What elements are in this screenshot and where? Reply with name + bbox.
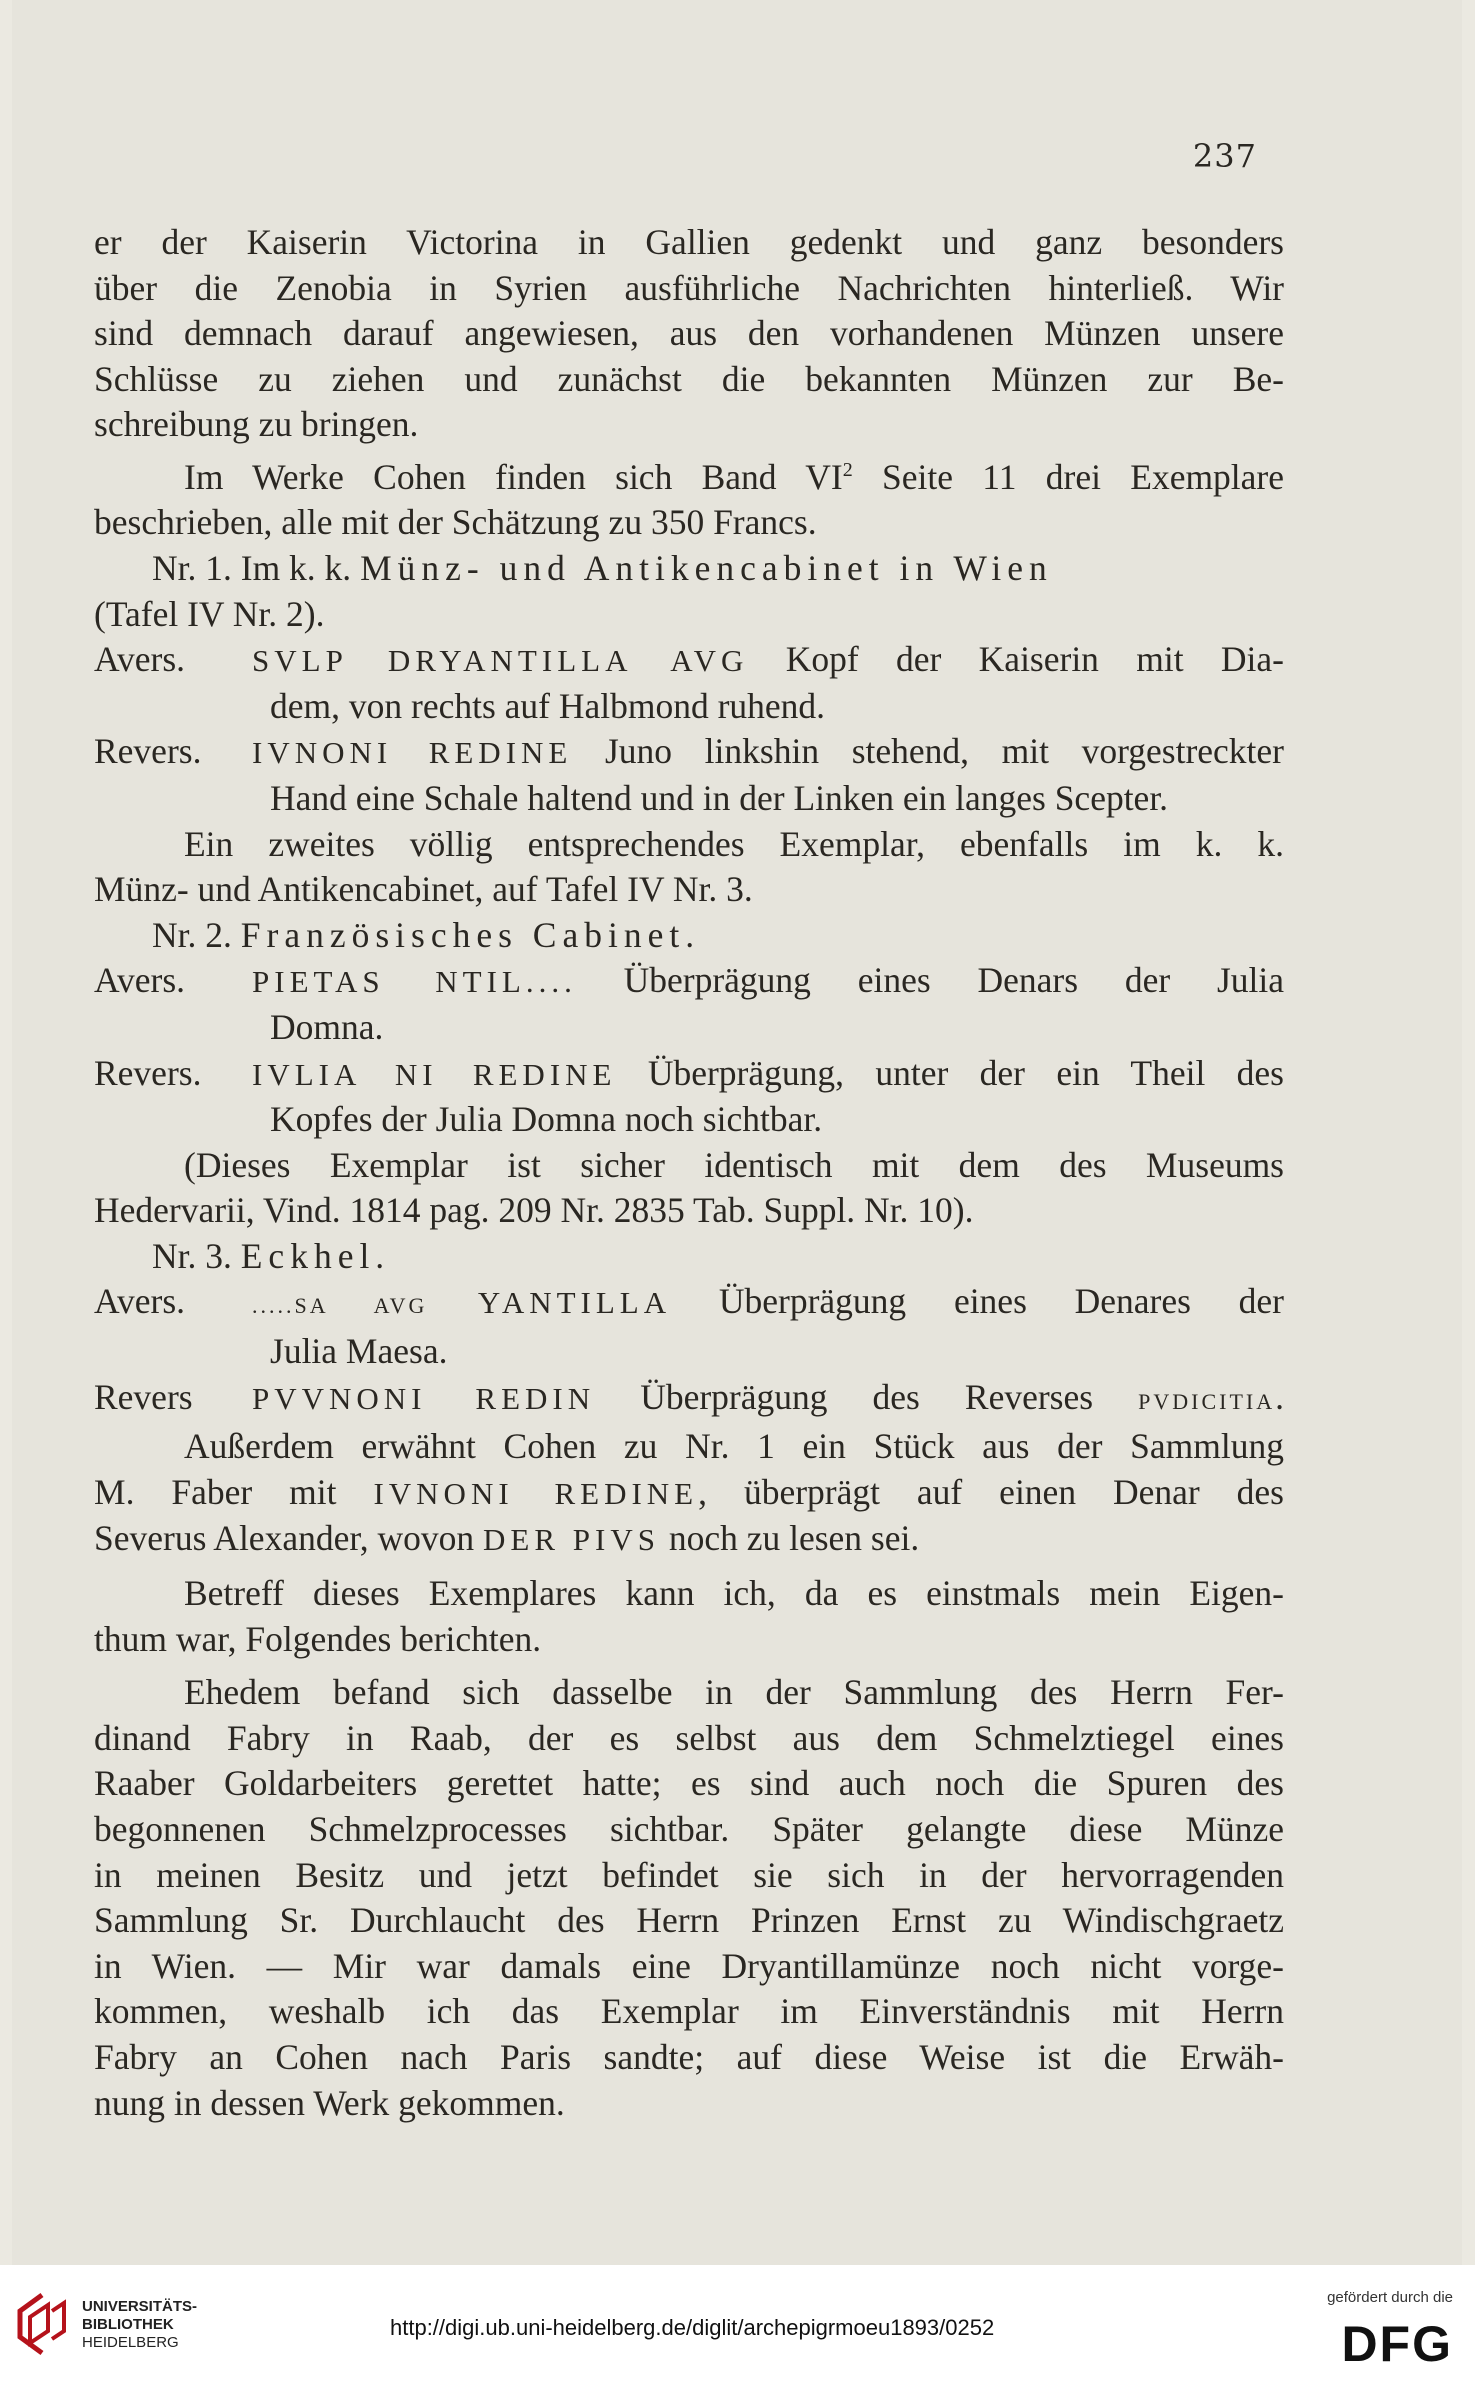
avers-label: Avers.: [94, 960, 186, 1001]
paragraph-5: [94, 1424, 1284, 1563]
paragraph-2: [94, 448, 1284, 546]
dfg-logo: DFG: [1341, 2316, 1453, 2372]
coin-legend-small: .....SA AVG: [252, 1293, 428, 1319]
library-line: HEIDELBERG: [82, 2334, 179, 2351]
revers-description: [252, 1375, 1284, 1425]
avers-nr2: [94, 958, 1284, 1005]
text-line: Münz- und Antikencabinet, auf Tafel IV Nr. 3.: [94, 869, 753, 910]
text-line: Außerdem erwähnt Cohen zu Nr. 1 ein Stück aus der Sammlung: [184, 1426, 1284, 1467]
coin-legend: SVLP DRYANTILLA AVG: [252, 643, 749, 679]
revers-label: Revers.: [94, 731, 202, 772]
text-line: (Dieses Exemplar ist sicher identisch mit dem des Museums: [184, 1144, 1284, 1185]
coin-legend: IVNONI REDINE: [252, 735, 573, 771]
revers-nr3: [94, 1375, 1284, 1425]
text-segment: Severus Alexander, wovon: [94, 1518, 483, 1559]
revers-description: [252, 1051, 1284, 1098]
text-line: beschrieben, alle mit der Schätzung zu 350 Francs.: [94, 502, 817, 543]
coin-legend-small: PVDICITIA: [1138, 1388, 1276, 1414]
collection-name: Französisches Cabinet.: [240, 914, 701, 955]
coin-legend: YANTILLA: [427, 1285, 672, 1321]
revers-continuation: Hand eine Schale haltend und in der Linken ein langes Scepter.: [270, 777, 1169, 818]
description-text: Überprägung des Reverses: [595, 1376, 1139, 1417]
text-segment: , überprägt auf einen Denar des: [698, 1471, 1284, 1512]
text-line: kommen, weshalb ich das Exemplar im Einverständnis mit Herrn: [94, 1991, 1284, 2032]
coin-legend: IVLIA NI REDINE: [252, 1056, 617, 1092]
revers-description: [252, 729, 1284, 776]
coin-legend: PVVNONI REDIN: [252, 1380, 596, 1416]
description-text: Kopf der Kaiserin mit Dia-: [748, 639, 1285, 680]
body-text: [94, 220, 1284, 2126]
entry-heading-nr3: [94, 1234, 1284, 1280]
digitization-footer: [0, 2265, 1475, 2383]
text-line: Betreff dieses Exemplares kann ich, da es einstmals mein Eigen-: [184, 1573, 1284, 1614]
text-line: Raaber Goldarbeiters gerettet hatte; es sind auch noch die Spuren des: [94, 1763, 1284, 1804]
coin-legend: PIETAS NTIL....: [252, 964, 577, 1000]
avers-continuation: dem, von rechts auf Halbmond ruhend.: [270, 685, 826, 726]
avers-label: Avers.: [94, 639, 186, 680]
collection-name: Münz- und Antikencabinet in Wien: [360, 547, 1053, 588]
avers-continuation: Domna.: [270, 1006, 384, 1047]
library-line: UNIVERSITÄTS-: [82, 2298, 198, 2315]
paragraph-7: [94, 1670, 1284, 2126]
text-line: Seite 11 drei Exemplare: [852, 456, 1285, 497]
avers-nr3: [94, 1279, 1284, 1329]
text-segment: M. Faber mit: [94, 1471, 374, 1512]
ub-heidelberg-logo-icon: [14, 2291, 70, 2357]
text-line: Fabry an Cohen nach Paris sandte; auf diese Weise ist die Erwäh-: [94, 2036, 1284, 2077]
library-line: BIBLIOTHEK: [82, 2316, 174, 2333]
entry-heading-nr1: [94, 546, 1284, 592]
text-line: er der Kaiserin Victorina in Gallien gedenkt und ganz besonders: [94, 222, 1284, 262]
text-line: dinand Fabry in Raab, der es selbst aus dem Schmelztiegel eines: [94, 1717, 1284, 1758]
entry-sub-nr1: (Tafel IV Nr. 2).: [94, 593, 325, 634]
collection-name: Eckhel.: [240, 1235, 391, 1276]
text-line: in meinen Besitz und jetzt befindet sie sich in der hervorragenden: [94, 1854, 1284, 1895]
avers-description: [252, 958, 1284, 1005]
text-line: begonnenen Schmelzprocesses sichtbar. Später gelangte diese Münze: [94, 1809, 1284, 1850]
description-text: Überprägung eines Denars der Julia: [576, 960, 1284, 1001]
superscript: 2: [842, 458, 853, 481]
description-text: Überprägung eines Denares der: [671, 1281, 1285, 1322]
entry-number: Nr. 3.: [152, 1235, 241, 1276]
library-name: [82, 2298, 197, 2352]
avers-label: Avers.: [94, 1281, 186, 1322]
text-line: [94, 1516, 1284, 1563]
text-line: über die Zenobia in Syrien ausführliche Nachrichten hinterließ. Wir: [94, 267, 1284, 308]
text-line: Hedervarii, Vind. 1814 pag. 209 Nr. 2835 Tab. Suppl. Nr. 10).: [94, 1190, 974, 1231]
coin-legend: IVNONI REDINE: [373, 1475, 699, 1511]
description-text: Überprägung, unter der ein Theil des: [616, 1052, 1284, 1093]
text-line: nung in dessen Werk gekommen.: [94, 2082, 565, 2123]
revers-label: Revers.: [94, 1052, 202, 1093]
page-number: 237: [1192, 137, 1257, 175]
text-line: Schlüsse zu ziehen und zunächst die bekannten Münzen zur Be-: [94, 358, 1284, 399]
scanned-page: [12, 0, 1462, 2265]
paragraph-4: [94, 1143, 1284, 1234]
revers-continuation: Kopfes der Julia Domna noch sichtbar.: [270, 1099, 823, 1140]
text-line: Ein zweites völlig entsprechendes Exemplar, ebenfalls im k. k.: [184, 823, 1284, 864]
text-line: schreibung zu bringen.: [94, 404, 419, 445]
text-line: Ehedem befand sich dasselbe in der Sammlung des Herrn Fer-: [184, 1672, 1284, 1713]
permalink[interactable]: http://digi.ub.uni-heidelberg.de/diglit/archepigrmoeu1893/0252: [390, 2315, 995, 2340]
paragraph-1: [94, 220, 1284, 448]
paragraph-3: [94, 822, 1284, 913]
coin-legend: DER PIVS: [483, 1522, 660, 1558]
text-line: Sammlung Sr. Durchlaucht des Herrn Prinzen Ernst zu Windischgraetz: [94, 1900, 1284, 1941]
avers-description: [252, 1279, 1284, 1329]
text-line: thum war, Folgendes berichten.: [94, 1618, 542, 1659]
funder-caption: gefördert durch die: [1327, 2289, 1453, 2306]
avers-description: [252, 637, 1284, 684]
description-text: Juno linkshin stehend, mit vorgestreckter: [572, 731, 1284, 772]
text-segment: noch zu lesen sei.: [659, 1518, 920, 1559]
text-line: sind demnach darauf angewiesen, aus den vorhandenen Münzen unsere: [94, 313, 1284, 354]
revers-label: Revers: [94, 1376, 193, 1417]
revers-nr1: [94, 729, 1284, 776]
revers-nr2: [94, 1051, 1284, 1098]
entry-number: Nr. 1. Im k. k.: [152, 547, 361, 588]
text-line: in Wien. — Mir war damals eine Dryantillamünze noch nicht vorge-: [94, 1945, 1284, 1986]
text-line: Im Werke Cohen finden sich Band VI: [184, 456, 843, 497]
avers-nr1: [94, 637, 1284, 684]
punctuation: .: [1275, 1376, 1284, 1417]
entry-heading-nr2: [94, 913, 1284, 959]
entry-number: Nr. 2.: [152, 914, 241, 955]
text-line: [94, 1470, 1284, 1517]
avers-continuation: Julia Maesa.: [270, 1331, 448, 1372]
paragraph-6: [94, 1571, 1284, 1662]
